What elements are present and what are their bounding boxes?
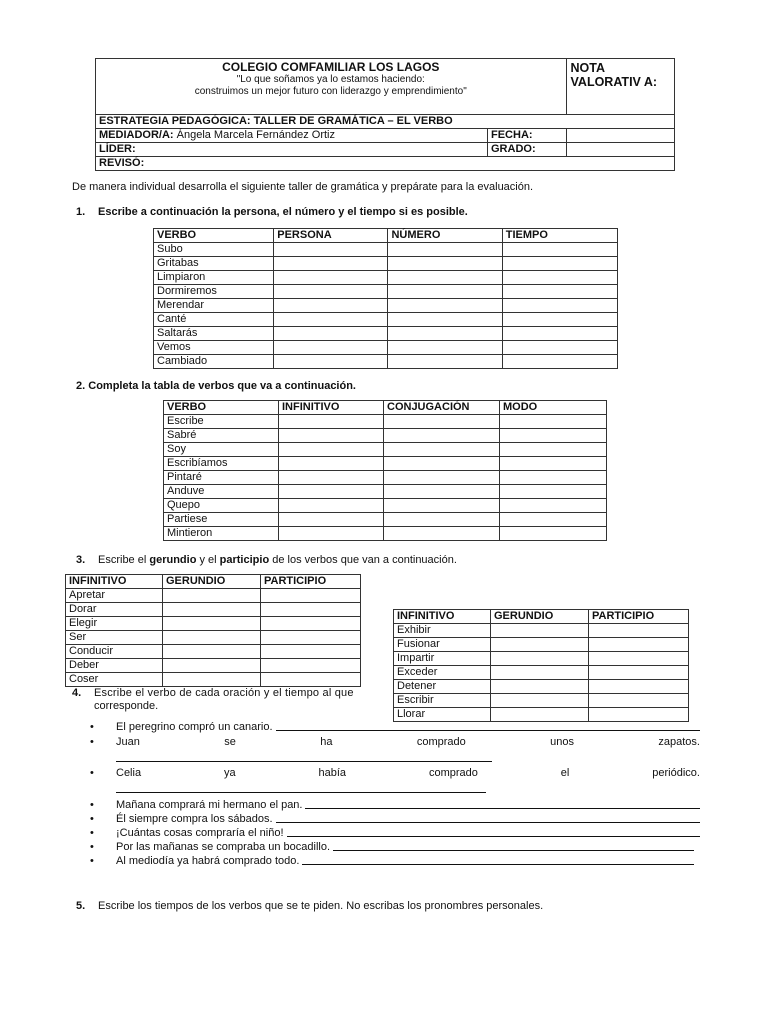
q3-left-verb-cell: Elegir xyxy=(66,617,163,631)
q1-answer-cell[interactable] xyxy=(274,299,388,313)
sentence-2-word-5: zapatos. xyxy=(658,736,700,748)
q2-answer-cell[interactable] xyxy=(279,471,384,485)
q2-answer-cell[interactable] xyxy=(279,485,384,499)
q1-answer-cell[interactable] xyxy=(388,327,502,341)
answer-line-8[interactable] xyxy=(302,855,694,865)
q3-right-header-2: PARTICIPIO xyxy=(589,610,689,624)
bullet-6: • xyxy=(90,827,94,839)
table-row xyxy=(154,271,618,285)
q3-left-header-0: INFINITIVO xyxy=(66,575,163,589)
q2-verb-cell: Sabré xyxy=(164,429,279,443)
mediator-name: Ángela Marcela Fernández Ortiz xyxy=(176,129,335,141)
table-row xyxy=(164,471,607,485)
q3-right-answer-cell[interactable] xyxy=(491,624,589,638)
q3-right-answer-cell[interactable] xyxy=(589,624,689,638)
table-row xyxy=(66,659,361,673)
q3-left-answer-cell[interactable] xyxy=(163,673,261,687)
q3-left-header-1: GERUNDIO xyxy=(163,575,261,589)
q2-answer-cell[interactable] xyxy=(500,443,607,457)
sentence-3-word-2: había xyxy=(318,767,347,779)
q3-right-answer-cell[interactable] xyxy=(491,680,589,694)
bullet-1: • xyxy=(90,721,94,733)
q3-right-answer-cell[interactable] xyxy=(589,708,689,722)
answer-line-1[interactable] xyxy=(276,721,700,731)
sentence-3-word-3: comprado xyxy=(428,767,478,779)
q1-answer-cell[interactable] xyxy=(274,355,388,369)
q3-left-header-2: PARTICIPIO xyxy=(261,575,361,589)
bullet-7: • xyxy=(90,841,94,853)
q1-answer-cell[interactable] xyxy=(388,355,502,369)
sentence-2-word-2: ha xyxy=(320,736,333,748)
q3-left-answer-cell[interactable] xyxy=(261,645,361,659)
q1-answer-cell[interactable] xyxy=(502,285,617,299)
question-4-line-2: corresponde. xyxy=(94,700,159,712)
q1-answer-cell[interactable] xyxy=(502,313,617,327)
question-5 xyxy=(76,900,543,912)
q2-verb-cell: Quepo xyxy=(164,499,279,513)
question-5-number: 5. xyxy=(76,900,86,912)
q3-right-verb-cell: Exceder xyxy=(394,666,491,680)
q1-answer-cell[interactable] xyxy=(388,271,502,285)
table-row xyxy=(66,673,361,687)
sentence-3-word-5: periódico. xyxy=(652,767,700,779)
q2-header-1: INFINITIVO xyxy=(279,401,384,415)
answer-line-7[interactable] xyxy=(333,841,694,851)
q3-right-header-1: GERUNDIO xyxy=(491,610,589,624)
sentence-3-word-1: ya xyxy=(223,767,236,779)
table-row xyxy=(154,299,618,313)
q3-right-answer-cell[interactable] xyxy=(491,694,589,708)
answer-line-5[interactable] xyxy=(276,813,700,823)
q2-answer-cell[interactable] xyxy=(500,429,607,443)
mediator-row xyxy=(96,129,567,143)
q3-left-verb-cell: Ser xyxy=(66,631,163,645)
q2-answer-cell[interactable] xyxy=(279,499,384,513)
q2-verb-cell: Soy xyxy=(164,443,279,457)
q1-verb-cell: Merendar xyxy=(154,299,274,313)
q1-answer-cell[interactable] xyxy=(274,271,388,285)
q1-answer-cell[interactable] xyxy=(502,299,617,313)
bullet-8: • xyxy=(90,855,94,867)
q3-right-answer-cell[interactable] xyxy=(589,680,689,694)
q2-answer-cell[interactable] xyxy=(279,527,384,541)
mediator-label: MEDIADOR/A: xyxy=(99,129,174,141)
table-row xyxy=(154,327,618,341)
q1-answer-cell[interactable] xyxy=(388,285,502,299)
q1-header-0: VERBO xyxy=(154,229,274,243)
sentence-6-text: ¡Cuántas cosas compraría el niño! xyxy=(116,827,284,839)
q3-left-answer-cell[interactable] xyxy=(261,631,361,645)
grado-label: GRADO: xyxy=(491,143,536,155)
school-cell xyxy=(96,59,567,115)
q3-left-answer-cell[interactable] xyxy=(163,645,261,659)
q1-answer-cell[interactable] xyxy=(502,257,617,271)
q2-answer-cell[interactable] xyxy=(279,443,384,457)
reviso-label: REVISÓ: xyxy=(96,157,675,171)
q3-right-answer-cell[interactable] xyxy=(491,638,589,652)
q1-answer-cell[interactable] xyxy=(274,285,388,299)
q1-verb-cell: Subo xyxy=(154,243,274,257)
q3-right-verb-cell: Detener xyxy=(394,680,491,694)
table-row xyxy=(66,617,361,631)
q3-right-answer-cell[interactable] xyxy=(589,638,689,652)
fecha-label: FECHA: xyxy=(491,129,533,141)
lider-row xyxy=(96,143,567,157)
q1-answer-cell[interactable] xyxy=(388,341,502,355)
q3-left-verb-cell: Deber xyxy=(66,659,163,673)
q1-answer-cell[interactable] xyxy=(274,243,388,257)
question-3-gerundio: gerundio xyxy=(149,554,197,566)
table-row xyxy=(164,485,607,499)
table-row xyxy=(154,355,618,369)
q1-answer-cell[interactable] xyxy=(274,313,388,327)
q3-right-verb-cell: Llorar xyxy=(394,708,491,722)
motto-line-1: "Lo que soñamos ya lo estamos haciendo: xyxy=(236,74,425,85)
q2-answer-cell[interactable] xyxy=(500,471,607,485)
answer-line-3[interactable] xyxy=(116,783,486,796)
school-name: COLEGIO COMFAMILIAR LOS LAGOS xyxy=(222,60,440,74)
q1-verb-cell: Vemos xyxy=(154,341,274,355)
q3-left-answer-cell[interactable] xyxy=(261,617,361,631)
q2-verb-cell: Anduve xyxy=(164,485,279,499)
q2-verb-cell: Mintieron xyxy=(164,527,279,541)
q2-answer-cell[interactable] xyxy=(384,415,500,429)
q3-left-verb-cell: Apretar xyxy=(66,589,163,603)
q2-answer-cell[interactable] xyxy=(384,457,500,471)
bullet-3: • xyxy=(90,767,94,779)
question-2-number: 2. xyxy=(76,380,86,392)
question-1-number: 1. xyxy=(76,206,86,218)
q3-left-answer-cell[interactable] xyxy=(163,589,261,603)
question-3-pre: Escribe el xyxy=(98,554,150,566)
nota-valorativa: NOTA VALORATIV A: xyxy=(566,59,674,115)
question-3-mid: y el xyxy=(196,554,220,566)
table-row xyxy=(154,341,618,355)
table-row xyxy=(394,694,689,708)
gerund-table-left xyxy=(65,574,361,687)
q3-left-answer-cell[interactable] xyxy=(163,617,261,631)
table-row xyxy=(154,313,618,327)
q2-answer-cell[interactable] xyxy=(279,513,384,527)
bullet-4: • xyxy=(90,799,94,811)
q3-left-answer-cell[interactable] xyxy=(163,603,261,617)
header-table xyxy=(95,58,675,171)
q1-answer-cell[interactable] xyxy=(502,341,617,355)
q3-left-answer-cell[interactable] xyxy=(261,673,361,687)
q3-left-verb-cell: Conducir xyxy=(66,645,163,659)
table-row xyxy=(394,624,689,638)
q1-answer-cell[interactable] xyxy=(274,257,388,271)
sentence-5-text: Él siempre compra los sábados. xyxy=(116,813,273,825)
q1-answer-cell[interactable] xyxy=(502,271,617,285)
question-1 xyxy=(76,206,468,218)
q3-right-answer-cell[interactable] xyxy=(491,666,589,680)
q3-right-answer-cell[interactable] xyxy=(589,694,689,708)
q2-answer-cell[interactable] xyxy=(500,499,607,513)
table-row xyxy=(394,638,689,652)
q2-answer-cell[interactable] xyxy=(384,443,500,457)
q1-header-1: PERSONA xyxy=(274,229,388,243)
q1-verb-cell: Saltarás xyxy=(154,327,274,341)
q1-verb-cell: Limpiaron xyxy=(154,271,274,285)
q2-answer-cell[interactable] xyxy=(384,429,500,443)
sentence-2-word-1: se xyxy=(224,736,236,748)
q1-answer-cell[interactable] xyxy=(274,327,388,341)
q2-verb-cell: Escribe xyxy=(164,415,279,429)
q1-answer-cell[interactable] xyxy=(388,299,502,313)
sentence-2-word-4: unos xyxy=(550,736,575,748)
q3-left-verb-cell: Coser xyxy=(66,673,163,687)
question-4-line-1: Escribe el verbo de cada oración y el tiempo al que xyxy=(94,687,354,699)
q2-answer-cell[interactable] xyxy=(500,527,607,541)
table-row xyxy=(394,666,689,680)
q2-header-0: VERBO xyxy=(164,401,279,415)
q3-left-answer-cell[interactable] xyxy=(261,603,361,617)
table-row xyxy=(66,631,361,645)
question-3 xyxy=(76,554,457,566)
q2-answer-cell[interactable] xyxy=(384,513,500,527)
q2-header-3: MODO xyxy=(500,401,607,415)
q1-header-3: TIEMPO xyxy=(502,229,617,243)
q2-answer-cell[interactable] xyxy=(279,457,384,471)
q3-left-answer-cell[interactable] xyxy=(261,659,361,673)
table-row xyxy=(164,499,607,513)
question-1-text: Escribe a continuación la persona, el número y el tiempo si es posible. xyxy=(98,206,468,218)
question-3-participio: participio xyxy=(219,554,270,566)
q2-answer-cell[interactable] xyxy=(384,485,500,499)
q1-answer-cell[interactable] xyxy=(502,355,617,369)
strategy: ESTRATEGIA PEDAGÓGICA: TALLER DE GRAMÁTICA – EL VERBO xyxy=(96,115,675,129)
q2-verb-cell: Pintaré xyxy=(164,471,279,485)
q3-right-answer-cell[interactable] xyxy=(589,666,689,680)
q1-verb-cell: Cambiado xyxy=(154,355,274,369)
q3-right-answer-cell[interactable] xyxy=(589,652,689,666)
q3-left-verb-cell: Dorar xyxy=(66,603,163,617)
table-row xyxy=(154,257,618,271)
q1-answer-cell[interactable] xyxy=(502,243,617,257)
verb-table-2 xyxy=(163,400,607,541)
question-4-number: 4. xyxy=(72,687,82,699)
question-3-number: 3. xyxy=(76,554,86,566)
sentence-2-word-3: comprado xyxy=(416,736,466,748)
answer-line-4[interactable] xyxy=(305,799,700,809)
grado-field[interactable] xyxy=(566,143,674,157)
q3-right-verb-cell: Impartir xyxy=(394,652,491,666)
q3-left-answer-cell[interactable] xyxy=(261,589,361,603)
q1-verb-cell: Canté xyxy=(154,313,274,327)
q2-answer-cell[interactable] xyxy=(384,471,500,485)
table-row xyxy=(394,708,689,722)
table-row xyxy=(66,603,361,617)
sentence-7-text: Por las mañanas se compraba un bocadillo. xyxy=(116,841,331,853)
q2-answer-cell[interactable] xyxy=(279,415,384,429)
q3-right-answer-cell[interactable] xyxy=(491,652,589,666)
q1-answer-cell[interactable] xyxy=(274,341,388,355)
answer-line-6[interactable] xyxy=(287,827,700,837)
q3-left-answer-cell[interactable] xyxy=(163,659,261,673)
gerund-table-right xyxy=(393,609,689,722)
q2-answer-cell[interactable] xyxy=(279,429,384,443)
q3-right-verb-cell: Escribir xyxy=(394,694,491,708)
q2-answer-cell[interactable] xyxy=(500,513,607,527)
bullet-5: • xyxy=(90,813,94,825)
q2-answer-cell[interactable] xyxy=(500,457,607,471)
q1-answer-cell[interactable] xyxy=(388,313,502,327)
sentence-1-text: El peregrino compró un canario. xyxy=(116,721,273,733)
q3-right-verb-cell: Exhibir xyxy=(394,624,491,638)
q1-verb-cell: Dormiremos xyxy=(154,285,274,299)
question-3-post: de los verbos que van a continuación. xyxy=(269,554,457,566)
question-5-text: Escribe los tiempos de los verbos que se te piden. No escribas los pronombres personales. xyxy=(98,900,544,912)
q2-answer-cell[interactable] xyxy=(500,485,607,499)
bullet-2: • xyxy=(90,736,94,748)
q3-right-header-0: INFINITIVO xyxy=(394,610,491,624)
q1-answer-cell[interactable] xyxy=(502,327,617,341)
table-row xyxy=(164,513,607,527)
q1-answer-cell[interactable] xyxy=(388,257,502,271)
sentence-3-word-0: Celia xyxy=(116,767,142,779)
sentence-8-text: Al mediodía ya habrá comprado todo. xyxy=(116,855,300,867)
q3-right-answer-cell[interactable] xyxy=(491,708,589,722)
verb-table-1 xyxy=(153,228,618,369)
q2-header-2: CONJUGACIÓN xyxy=(384,401,500,415)
fecha-field[interactable] xyxy=(566,129,674,143)
table-row xyxy=(164,429,607,443)
q1-verb-cell: Gritabas xyxy=(154,257,274,271)
q2-answer-cell[interactable] xyxy=(384,527,500,541)
question-4 xyxy=(72,687,392,713)
answer-line-2[interactable] xyxy=(116,752,492,765)
table-row xyxy=(164,443,607,457)
intro-text: De manera individual desarrolla el siguiente taller de gramática y prepárate para la evaluación. xyxy=(72,181,534,193)
table-row xyxy=(66,645,361,659)
q2-verb-cell: Partiese xyxy=(164,513,279,527)
table-row xyxy=(394,652,689,666)
sentence-4-text: Mañana comprará mi hermano el pan. xyxy=(116,799,303,811)
table-row xyxy=(154,243,618,257)
q1-header-2: NÚMERO xyxy=(388,229,502,243)
sentence-3-word-4: el xyxy=(560,767,570,779)
table-row xyxy=(164,457,607,471)
q2-answer-cell[interactable] xyxy=(384,499,500,513)
table-row xyxy=(164,415,607,429)
motto-line-2: construimos un mejor futuro con liderazgo y emprendimiento" xyxy=(194,86,467,97)
q3-right-verb-cell: Fusionar xyxy=(394,638,491,652)
q1-answer-cell[interactable] xyxy=(388,243,502,257)
q3-left-answer-cell[interactable] xyxy=(163,631,261,645)
table-row xyxy=(394,680,689,694)
table-row xyxy=(154,285,618,299)
table-row xyxy=(66,589,361,603)
question-2 xyxy=(76,380,356,392)
table-row xyxy=(164,527,607,541)
sentence-2-word-0: Juan xyxy=(116,736,140,748)
lider-label: LÍDER: xyxy=(96,143,488,156)
q2-answer-cell[interactable] xyxy=(500,415,607,429)
q2-verb-cell: Escribíamos xyxy=(164,457,279,471)
question-2-text: Completa la tabla de verbos que va a continuación. xyxy=(88,380,356,392)
